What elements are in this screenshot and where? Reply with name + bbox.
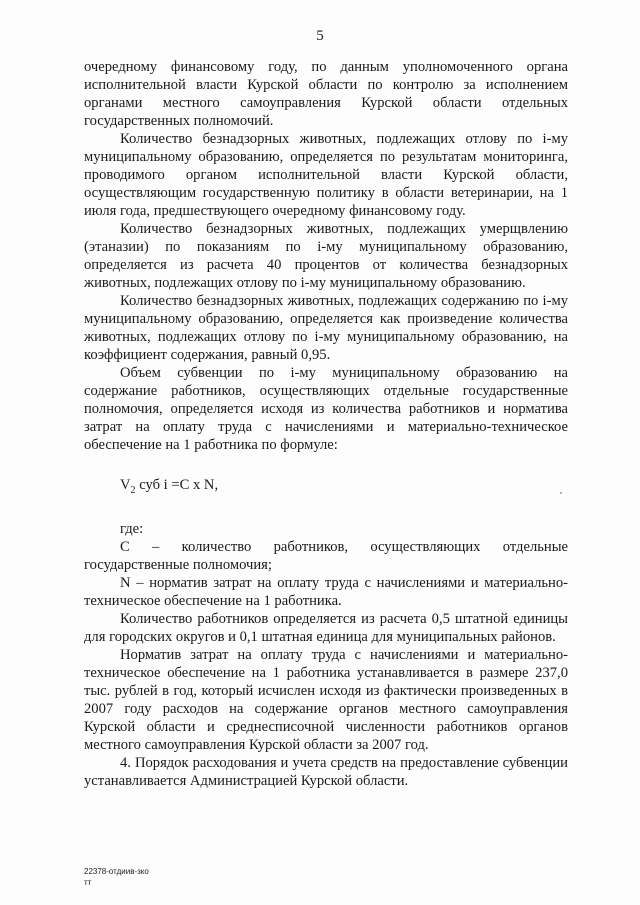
paragraph-subvention-staff: Объем субвенции по i-му муниципальному образованию на содержание работников, осуществляющих отдельные государственные полномочия, определяется исходя из количества работников и норматива затрат на оплату труда с начислениями и материально-техническое обеспечение на 1 работника по формуле:: [84, 365, 568, 453]
footer-line-1: 22378-отдиив-зко: [84, 867, 149, 876]
page-number: 5: [316, 28, 324, 44]
footer-code: [84, 866, 149, 888]
paragraph-item-4: 4. Порядок расходования и учета средств на предоставление субвенции устанавливается Администрацией Курской области.: [84, 754, 568, 789]
formula-v: V: [120, 477, 131, 493]
footer-line-2: тт: [84, 878, 92, 887]
paragraph-staff-count: Количество работников определяется из расчета 0,5 штатной единицы для городских округов и 0,1 штатная единица для муниципальных районов.: [84, 610, 568, 645]
paragraph-animals-euthanasia: Количество безнадзорных животных, подлежащих умерщвлению (этаназии) по показаниям по i-му муниципальному образованию, определяется из расчета 40 процентов от количества безнадзорных животных, подлежащих отлову по i-му муниципальному образованию.: [84, 221, 568, 291]
paragraph-animals-keeping: Количество безнадзорных животных, подлежащих содержанию по i-му муниципальному образованию, определяется как произведение количества животных, подлежащих отлову по i-му муниципальному образованию, на коэффициент содержания, равный 0,95.: [84, 293, 568, 363]
formula-rest: суб i =С х N,: [135, 477, 219, 493]
where-label: где:: [120, 520, 144, 537]
paragraph-cost-norm: Норматив затрат на оплату труда с начислениями и материально-техническое обеспечение на 1 работника устанавливается в размере 237,0 тыс. рублей в год, который исчислен исходя из фактически произведенных в 2007 году расходов на содержание органов местного самоуправления Курской области и среднесписочной численности работников органов местного самоуправления Курской области за 2007 год.: [84, 646, 568, 753]
definition-c: С – количество работников, осуществляющих отдельные государственные полномочия;: [84, 538, 568, 573]
formula-subscript: 2: [130, 484, 136, 496]
document-body: [84, 58, 568, 790]
scan-speck: [560, 492, 562, 494]
paragraph-continuation: очередному финансовому году, по данным уполномоченного органа исполнительной власти Курской области по контролю за исполнением органами местного самоуправления Курской области отдельных государственных полномочий.: [84, 59, 568, 129]
paragraph-animals-capture: Количество безнадзорных животных, подлежащих отлову по i-му муниципальному образованию, определяется по результатам мониторинга, проводимого органом исполнительной власти Курской области, осуществляющим государственную политику в области ветеринарии, на 1 июля года, предшествующего очередному финансовому году.: [84, 131, 568, 219]
definition-n: N – норматив затрат на оплату труда с начислениями и материально-техническое обеспечение на 1 работника.: [84, 574, 568, 609]
formula: [120, 476, 568, 500]
